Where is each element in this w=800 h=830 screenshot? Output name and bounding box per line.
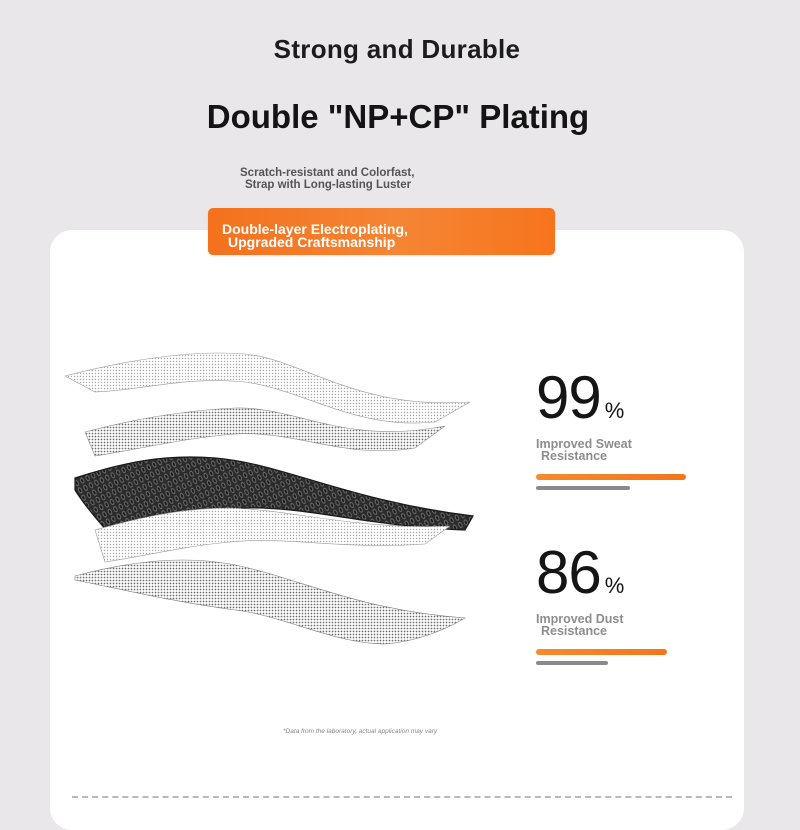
craftsmanship-badge: [208, 208, 555, 255]
stat-label: [536, 438, 696, 462]
stat-bar-baseline: [536, 486, 630, 490]
stat-label-line-1: Improved Dust: [536, 612, 624, 626]
stat-value: 86: [536, 539, 601, 606]
lab-footnote: *Data from the laboratory, actual application may vary: [283, 728, 438, 735]
stat-value: 99: [536, 364, 601, 431]
stat-unit: %: [604, 573, 625, 598]
stat-bar: [536, 474, 688, 480]
page-title: Strong and Durable: [273, 34, 521, 64]
tagline: [240, 167, 480, 191]
mesh-layer-5: [75, 560, 465, 644]
tagline-line-1: Scratch-resistant and Colorfast,: [240, 167, 415, 179]
stat-label-line-1: Improved Sweat: [536, 437, 632, 451]
stat-dust-resistance: [536, 539, 696, 655]
dashed-divider: [72, 796, 732, 798]
badge-line-1: Double-layer Electroplating,: [222, 221, 408, 237]
stat-bar-fill: [536, 649, 667, 655]
stat-bar-fill: [536, 474, 686, 480]
stat-label-line-2: Resistance: [541, 449, 608, 463]
plating-layers-illustration: [55, 330, 495, 660]
stat-label: [536, 613, 696, 637]
stat-bar: [536, 649, 688, 655]
stat-label-line-2: Resistance: [541, 624, 608, 638]
page-subtitle: Double "NP+CP" Plating: [206, 98, 590, 135]
badge-line-2: Upgraded Craftsmanship: [228, 234, 396, 250]
tagline-line-2: Strap with Long-lasting Luster: [245, 179, 412, 191]
stat-sweat-resistance: [536, 364, 696, 480]
stat-bar-baseline: [536, 661, 608, 665]
stat-unit: %: [604, 398, 625, 423]
